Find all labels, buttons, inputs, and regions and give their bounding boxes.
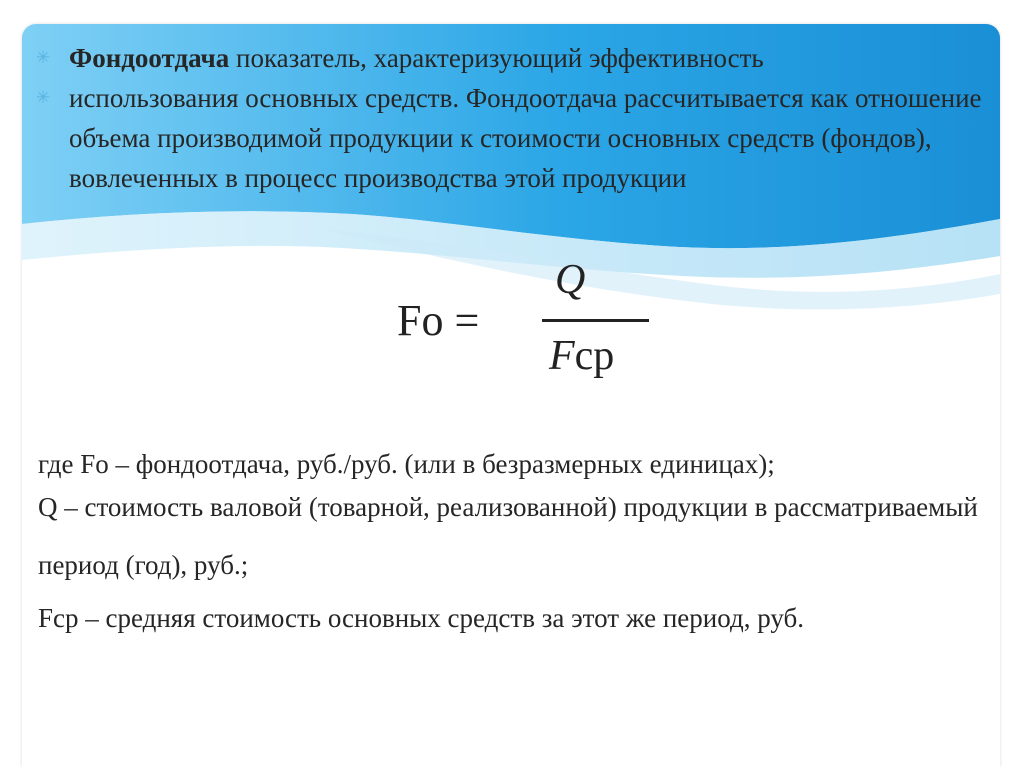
definition-q: Q – стоимость валовой (товарной, реализованной) продукции в рассматриваемый период (год), руб.;: [38, 492, 978, 580]
formula: [397, 256, 667, 396]
slide: [22, 24, 1000, 767]
formula-numerator: Q: [555, 257, 586, 303]
bullet-text: использования основных средств. Фондоотдача рассчитывается как отношение объема производимой продукции к стоимости основных средств (фондов), вовлеченных в процесс производства этой продукции: [69, 83, 982, 193]
asterisk-bullet-icon: ✳: [36, 48, 51, 67]
definition-fcp: Fср – средняя стоимость основных средств за этот же период, руб.: [38, 603, 804, 633]
formula-lhs: Fо =: [397, 296, 480, 345]
fraction-bar: [542, 319, 649, 322]
bullet-list: [36, 38, 986, 198]
asterisk-bullet-icon: ✳: [36, 88, 51, 107]
bullet-item: [36, 78, 986, 198]
denominator-subscript: ср: [574, 333, 615, 379]
formula-denominator: [549, 332, 614, 380]
definitions: [38, 448, 988, 654]
bullet-term: Фондоотдача: [69, 43, 230, 73]
definition-fo: где Fо – фондоотдача, руб./руб. (или в безразмерных единицах);: [38, 449, 775, 479]
denominator-variable: F: [549, 333, 575, 379]
bullet-text: показатель, характеризующий эффективность: [229, 43, 764, 73]
bullet-item: [36, 38, 986, 78]
